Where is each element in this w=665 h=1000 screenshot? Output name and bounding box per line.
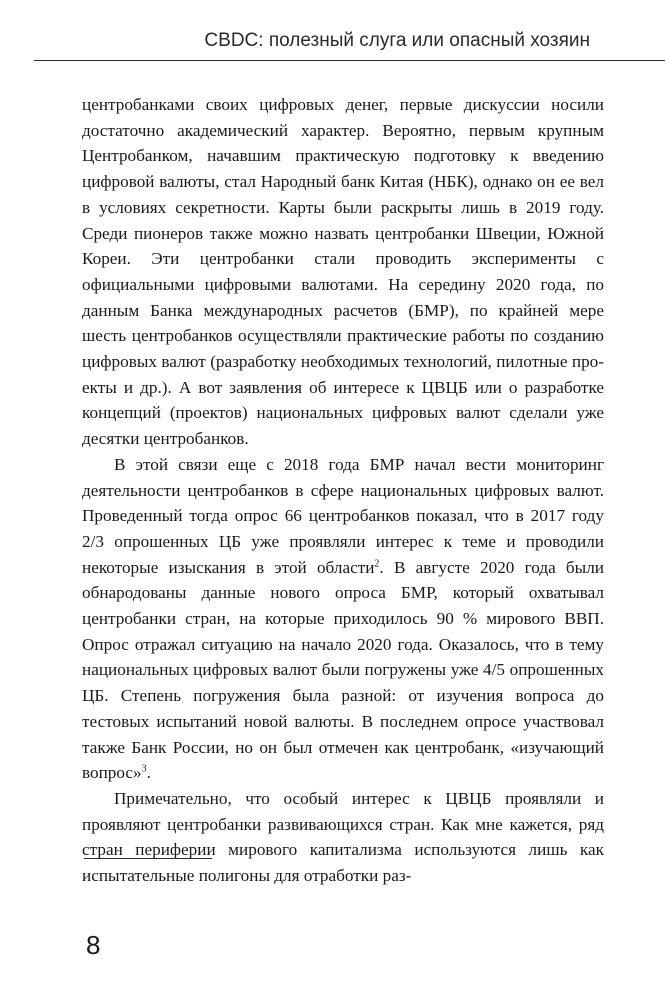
paragraph-2-part-a: В этой связи еще с 2018 года БМР начал вести мониторинг деятельности центробанков в сфере национальных цифровых валют. Проведенный тогда опрос 66 центробанков показал, что в 2017 году 2/3 опрошенных ЦБ уже проявляли интерес к теме и проводили некоторые изыскания в этой области	[82, 454, 604, 577]
paragraph-2-part-c: .	[146, 763, 151, 783]
header-rule	[34, 60, 665, 61]
body-text	[82, 92, 604, 889]
footnote-ref-2[interactable]: 2	[374, 557, 380, 569]
running-title: CBDC: полезный слуга или опасный хозяин	[204, 30, 590, 51]
page-number: 8	[86, 930, 101, 960]
paragraph-1: центробанками своих цифровых денег, первые дискуссии носили достаточно академический характер. Вероятно, первым крупным Центробанком, начавшим практическую подготовку к введению цифровой валюты, стал Народный банк Китая (НБК), однако он ее вел в условиях секретности. Карты были раскрыты лишь в 2019 году. Среди пионеров также можно назвать центробанки Швеции, Южной Кореи. Эти центробанки стали проводить эксперименты с официальными цифровыми валютами. На середину 2020 года, по данным Банка международных расчетов (БМР), по крайней мере шесть центробанков осуществляли практические работы по созданию цифровых валют (разработку необходимых технологий, пилотные проекты и др.). А вот заявления об интересе к ЦВЦБ или о разработке концепций (проектов) национальных цифровых валют сделали уже десятки центробанков.	[82, 95, 604, 449]
running-header	[0, 0, 665, 64]
paragraph-2-part-b: . В августе 2020 года были обнародованы данные нового опроса БМР, который охватывал центробанки стран, на которые приходилось 90 % мирового ВВП. Опрос отражал ситуацию на начало 2020 года. Оказалось, что в тему национальных цифровых валют были погружены уже 4/5 опрошенных ЦБ. Степень погружения была разной: от изучения вопроса до тестовых испытаний новой валюты. В последнем опросе участвовал также Банк России, но он был отмечен как центробанк, «изучающий вопрос»	[82, 557, 604, 783]
footnote-separator	[84, 858, 212, 859]
paragraph-3: Примечательно, что особый интерес к ЦВЦБ проявляли и проявляют центробанки развивающихся стран. Как мне кажется, ряд стран периферии мирового капитализма используются лишь как испытательные полигоны для отработки раз-	[82, 788, 604, 886]
footnote-ref-3[interactable]: 3	[141, 763, 147, 775]
paragraph-2	[82, 452, 604, 786]
